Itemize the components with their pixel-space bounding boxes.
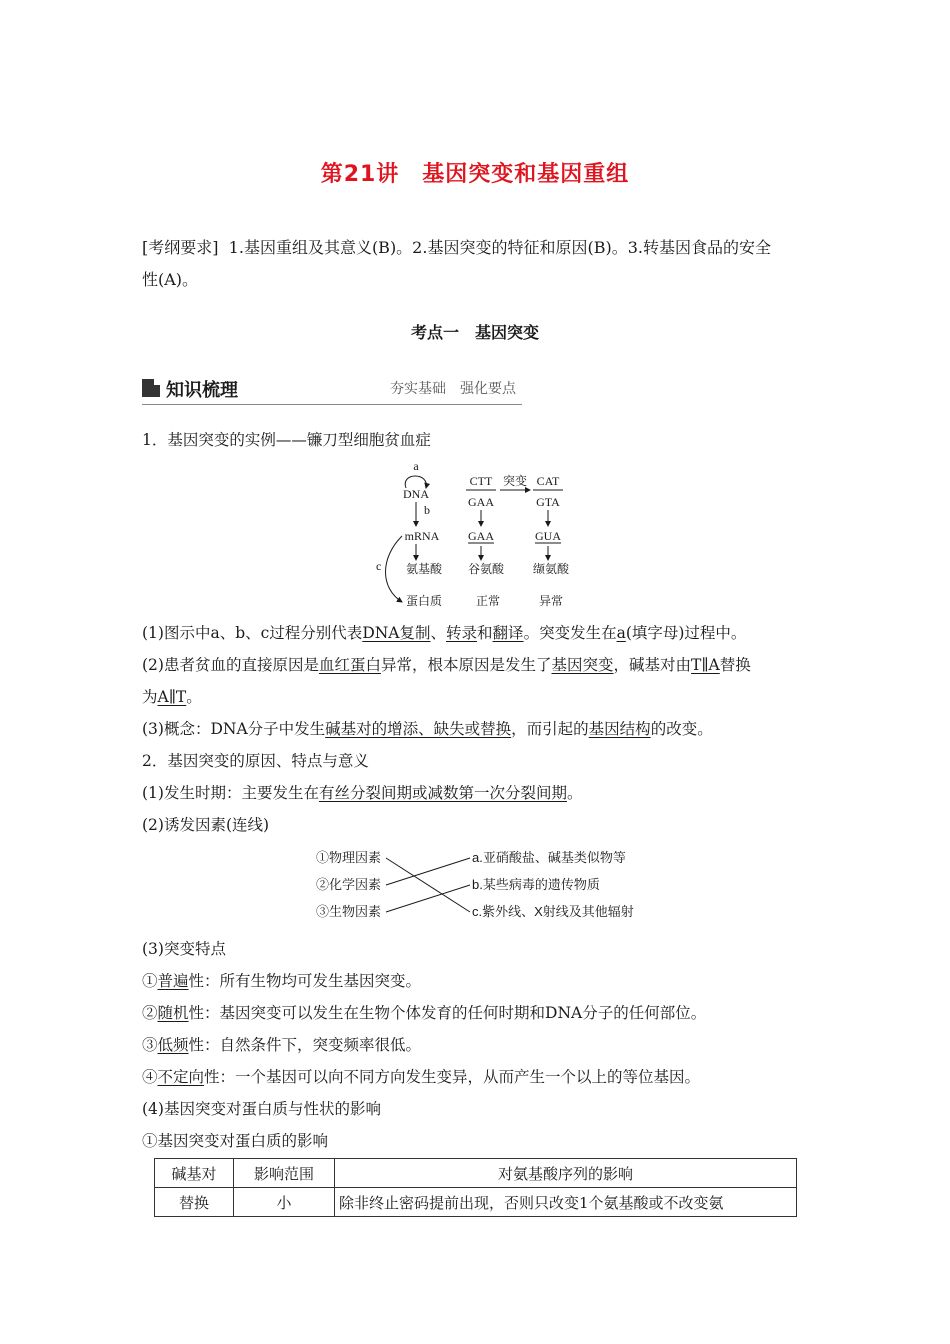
answer: 翻译 <box>492 624 524 642</box>
paragraph-4 <box>142 782 822 804</box>
text: 、 <box>430 624 447 642</box>
codon-gaa-1: GAA <box>468 495 494 509</box>
paragraph-5: (2)诱发因素(连线) <box>142 816 270 834</box>
amino-acid-label: 氨基酸 <box>405 562 443 576</box>
mutation-label: 突变 <box>502 474 528 488</box>
answer: 血红蛋白 <box>318 656 381 674</box>
text: 异常，根本原因是发生了 <box>380 656 552 674</box>
heading-1: 1．基因突变的实例——镰刀型细胞贫血症 <box>142 431 431 449</box>
text: (3)概念：DNA分子中发生 <box>142 720 326 738</box>
table-cell: 替换 <box>155 1188 234 1217</box>
mutation-effect-table <box>154 1158 797 1217</box>
text: ，碱基对由 <box>613 656 692 674</box>
answer: 随机 <box>157 1004 189 1022</box>
answer: A∥T <box>157 688 187 706</box>
table-header: 对氨基酸序列的影响 <box>335 1159 797 1188</box>
sickle-cell-diagram <box>370 458 590 618</box>
text: ④ <box>142 1068 158 1086</box>
text: 性：自然条件下，突变频率很低。 <box>188 1036 422 1054</box>
text: 。 <box>566 784 583 802</box>
divider <box>142 404 522 405</box>
table-header: 碱基对 <box>155 1159 234 1188</box>
requirements-text-cont: 性(A)。 <box>142 270 199 289</box>
text: 为 <box>142 688 158 706</box>
answer: T∥A <box>691 656 720 674</box>
text: 。 <box>186 688 202 706</box>
square-icon <box>142 379 160 397</box>
answer: 普遍 <box>157 972 189 990</box>
feature-4 <box>142 1066 822 1088</box>
protein-label: 蛋白质 <box>405 594 443 608</box>
codon-ctt: CTT <box>469 474 493 488</box>
table-header-row <box>155 1159 797 1188</box>
page-title: 第21讲 基因突变和基因重组 <box>320 162 630 187</box>
table-cell: 小 <box>234 1188 335 1217</box>
feature-3 <box>142 1034 822 1056</box>
normal-label: 正常 <box>475 594 501 608</box>
label-b: b <box>424 503 430 517</box>
heading-2: 2．基因突变的原因、特点与意义 <box>142 752 369 770</box>
factor-biological: ③生物因素 <box>316 904 382 919</box>
paragraph-1 <box>142 622 822 644</box>
text: 和 <box>477 624 493 642</box>
text: 的改变。 <box>650 720 713 738</box>
table-row <box>155 1188 797 1217</box>
text: 。突变发生在 <box>523 624 617 642</box>
text: 性：基因突变可以发生在生物个体发育的任何时期和DNA分子的任何部位。 <box>188 1004 707 1022</box>
table-header: 影响范围 <box>234 1159 335 1188</box>
match-line <box>386 885 470 912</box>
codon-gaa-2: GAA <box>468 529 494 543</box>
text: 性：一个基因可以向不同方向发生变异，从而产生一个以上的等位基因。 <box>204 1068 701 1086</box>
answer: 基因结构 <box>588 720 651 738</box>
matching-diagram <box>310 846 650 926</box>
paragraph-7: (4)基因突变对蛋白质与性状的影响 <box>142 1100 381 1118</box>
factor-chemical: ②化学因素 <box>316 877 382 892</box>
label-a: a <box>413 459 419 473</box>
label-c: c <box>376 559 382 573</box>
text: (1)图示中a、b、c过程分别代表 <box>142 624 363 642</box>
feature-1 <box>142 970 822 992</box>
requirements-text: 1.基因重组及其意义(B)。2.基因突变的特征和原因(B)。3.转基因食品的安全 <box>228 238 771 257</box>
text: (2)患者贫血的直接原因是 <box>142 656 319 674</box>
requirements-label: [考纲要求] <box>142 238 219 257</box>
answer: 碱基对的增添、缺失或替换 <box>325 720 512 738</box>
abnormal-label: 异常 <box>538 594 564 608</box>
match-line <box>386 858 470 885</box>
codon-gua: GUA <box>535 529 561 543</box>
text: (1)发生时期：主要发生在 <box>142 784 319 802</box>
table-cell: 除非终止密码提前出现，否则只改变1个氨基酸或不改变氨 <box>335 1188 797 1217</box>
match-line <box>386 858 470 912</box>
answer: 有丝分裂间期或减数第一次分裂间期 <box>318 784 567 802</box>
exam-requirements <box>142 232 822 296</box>
text: 性：所有生物均可发生基因突变。 <box>188 972 422 990</box>
knowledge-bar-label: 知识梳理 <box>166 380 238 401</box>
answer: 不定向 <box>157 1068 205 1086</box>
knowledge-bar <box>142 374 522 406</box>
text: (填字母)过程中。 <box>625 624 747 642</box>
text: ① <box>142 972 158 990</box>
feature-2 <box>142 1002 822 1024</box>
text: ③ <box>142 1036 158 1054</box>
codon-cat: CAT <box>536 474 560 488</box>
text: ② <box>142 1004 158 1022</box>
paragraph-8: ①基因突变对蛋白质的影响 <box>142 1132 329 1150</box>
paragraph-2-cont <box>142 686 822 708</box>
answer: a <box>616 624 626 642</box>
answer: 低频 <box>157 1036 189 1054</box>
knowledge-bar-subtitle: 夯实基础 强化要点 <box>390 381 516 397</box>
paragraph-3 <box>142 718 822 740</box>
option-c: c.紫外线、X射线及其他辐射 <box>472 904 634 919</box>
paragraph-6: (3)突变特点 <box>142 940 226 958</box>
glutamic-acid-label: 谷氨酸 <box>467 562 505 576</box>
factor-physical: ①物理因素 <box>316 850 382 865</box>
codon-gta: GTA <box>536 495 560 509</box>
text: 替换 <box>719 656 751 674</box>
option-a: a.亚硝酸盐、碱基类似物等 <box>472 850 626 865</box>
paragraph-2 <box>142 654 822 676</box>
answer: 基因突变 <box>551 656 614 674</box>
expression-arrow <box>386 536 403 602</box>
section-title: 考点一 基因突变 <box>410 323 539 342</box>
answer: 转录 <box>446 624 478 642</box>
mrna-label: mRNA <box>404 529 440 543</box>
answer: DNA复制 <box>362 624 431 642</box>
text: ，而引起的 <box>511 720 589 738</box>
option-b: b.某些病毒的遗传物质 <box>472 877 600 892</box>
dna-label: DNA <box>403 487 429 501</box>
valine-label: 缬氨酸 <box>532 562 570 576</box>
